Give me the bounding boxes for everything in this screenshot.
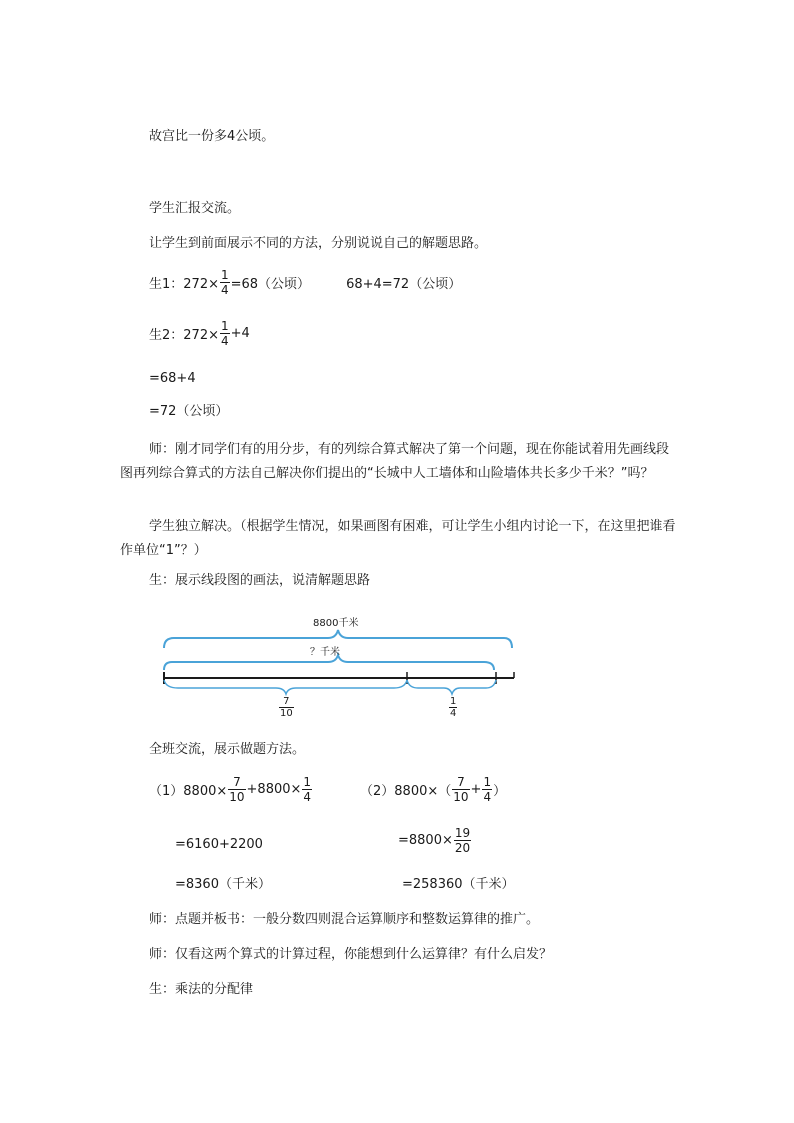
- frac-num: 1: [220, 319, 229, 333]
- frac-num: 1: [450, 696, 457, 707]
- m1-prefix: （1）8800×: [149, 784, 228, 799]
- fraction-one-quarter: [220, 319, 230, 348]
- s1-second-step: 68+4=72（公顷）: [346, 277, 462, 292]
- fraction-seven-tenths-label: [279, 696, 294, 719]
- m2-plus: +: [470, 782, 482, 797]
- student2-solution: [149, 319, 250, 348]
- quarter-brace: [407, 680, 496, 694]
- frac-den: 10: [229, 790, 245, 804]
- method1-step1: =6160+2200: [175, 837, 263, 852]
- m1-mid: +8800×: [246, 782, 302, 797]
- student2-step1: =68+4: [149, 371, 196, 386]
- line-segment-diagram: [158, 610, 520, 725]
- paragraph-instruction: 让学生到前面展示不同的方法，分别说说自己的解题思路。: [149, 236, 488, 251]
- fraction-one-quarter: [220, 268, 230, 297]
- frac-den: 4: [220, 283, 229, 297]
- paragraph-teacher-summary: 师：点题并板书：一般分数四则混合运算顺序和整数运算律的推广。: [149, 912, 540, 927]
- frac-den: 10: [280, 708, 293, 719]
- frac-den: 4: [450, 708, 457, 719]
- frac-num: 7: [283, 696, 290, 707]
- fraction-one-quarter: [302, 775, 312, 804]
- seven-tenths-brace: [164, 680, 407, 694]
- frac-den: 4: [483, 790, 492, 804]
- fraction-nineteen-twentieths: [454, 826, 471, 855]
- method1-step2: =8360（千米）: [175, 877, 271, 892]
- s2-prefix: 生2：272×: [149, 328, 219, 343]
- method2-expression: [360, 775, 506, 804]
- s2-suffix: +4: [230, 326, 250, 341]
- m2-prefix: （2）8800×（: [360, 784, 452, 799]
- question-label: ？千米: [310, 647, 340, 658]
- method2-step1: [398, 826, 472, 855]
- paragraph-student-show: 生：展示线段图的画法，说清解题思路: [149, 573, 371, 588]
- frac-num: 1: [483, 775, 492, 789]
- fraction-one-quarter-label: [449, 696, 457, 719]
- total-label: 8800千米: [313, 618, 359, 629]
- frac-num: 7: [457, 775, 465, 789]
- frac-den: 4: [303, 790, 312, 804]
- fraction-seven-tenths: [228, 775, 245, 804]
- paragraph-conclusion: 故宫比一份多4公顷。: [149, 129, 275, 144]
- student1-solution: [149, 268, 461, 297]
- frac-num: 19: [454, 826, 471, 840]
- frac-num: 1: [303, 775, 312, 789]
- paragraph-student-answer: 生：乘法的分配律: [149, 982, 254, 997]
- m2-step1-prefix: =8800×: [398, 833, 453, 848]
- frac-den: 4: [220, 334, 229, 348]
- paragraph-teacher-question2: 师：仅看这两个算式的计算过程，你能想到什么运算律？有什么启发？: [149, 947, 553, 962]
- frac-num: 1: [220, 268, 229, 282]
- frac-den: 10: [453, 790, 469, 804]
- frac-num: 7: [233, 775, 241, 789]
- method1-expression: [149, 775, 313, 804]
- fraction-one-quarter: [482, 775, 492, 804]
- paragraph-teacher-question: 师：刚才同学们有的用分步，有的列综合算式解决了第一个问题，现在你能试着用先画线段图再列综合算式的方法自己解决你们提出的“长城中人工墙体和山险墙体共长多少千米？”吗？: [120, 442, 670, 481]
- s1-result: =68（公顷）: [230, 277, 311, 292]
- paragraph-report: 学生汇报交流。: [149, 201, 241, 216]
- fraction-seven-tenths: [452, 775, 469, 804]
- m2-close: ）: [493, 784, 507, 799]
- method2-step2: =258360（千米）: [402, 877, 515, 892]
- student2-step2: =72（公顷）: [149, 404, 229, 419]
- paragraph-class-share: 全班交流，展示做题方法。: [149, 742, 306, 757]
- paragraph-student-solve: 学生独立解决。（根据学生情况，如果画图有困难，可让学生小组内讨论一下，在这里把谁看作单位“1”？）: [120, 519, 676, 558]
- s1-prefix: 生1：272×: [149, 277, 219, 292]
- frac-den: 20: [454, 841, 471, 855]
